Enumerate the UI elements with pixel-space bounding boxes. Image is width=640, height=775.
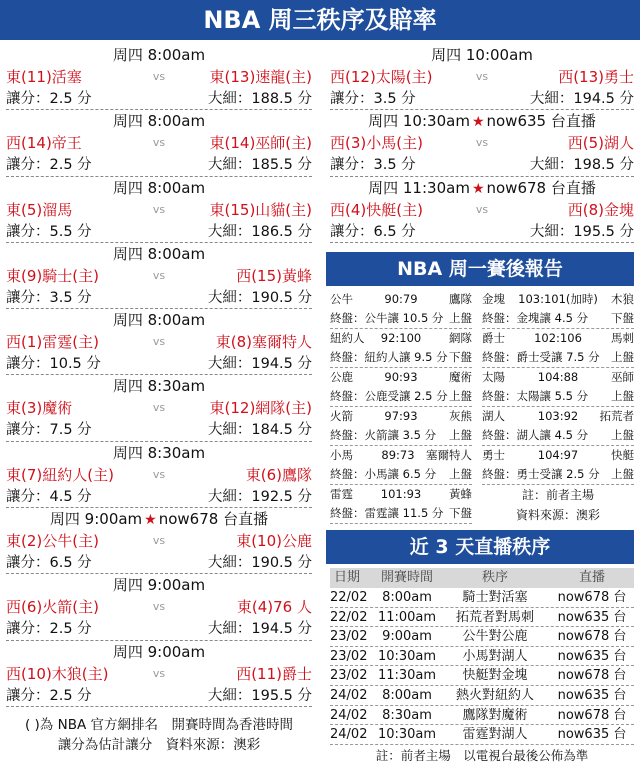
report-score-line [482,368,634,387]
live-cell: 8:30am [382,707,432,723]
vs-label: vs [152,534,166,548]
over-under: 大細：184.5 分 [207,422,312,439]
report-score-line [330,446,472,465]
report-result-line [482,426,634,445]
vs-label: vs [152,401,166,415]
report-result: 上盤 [449,467,472,481]
report-item [330,329,472,368]
live-table-row [330,666,634,686]
note-line: 讓分為估計讓分 資料來源：澳彩 [57,736,261,753]
report-team-home: 紐約人 [330,331,365,345]
vs-label: vs [152,70,166,83]
game-card [330,44,634,110]
live-table-row [330,686,634,706]
game-card [6,309,312,375]
game-time-text: 周四 8:30am [112,443,206,462]
game-odds [6,618,312,640]
team-home: 東(10)公鹿 [236,532,312,551]
live-cell: 23/02 [330,668,368,684]
report-result: 下盤 [449,506,472,520]
report-item [330,446,472,485]
game-time-text: 周四 8:00am [112,311,206,330]
live-table-row [330,627,634,647]
report-score-line [330,368,472,387]
report-closing-line: 終盤：金塊讓 4.5 分 [482,311,589,325]
game-time [330,110,634,132]
vs-label: vs [152,666,166,680]
live-header-cell: 秩序 [481,570,508,585]
over-under: 大細：186.5 分 [207,223,312,240]
report-item [482,368,634,407]
report-source: 資料來源：澳彩 [515,508,600,522]
report-result: 上盤 [611,428,634,442]
report-closing-line: 終盤：公牛讓 10.5 分 [330,311,444,325]
live-cell: 10:30am [377,727,437,743]
team-away: 西(12)太陽(主) [330,68,433,86]
report-team-home: 小馬 [330,448,353,462]
game-time [6,177,312,199]
live-section [330,568,634,767]
game-channel: now678 台直播 [158,510,269,529]
report-team-home: 金塊 [482,292,505,306]
report-score: 89:73 [381,448,415,462]
handicap: 讓分：5.5 分 [6,223,92,240]
right-schedule [330,44,634,243]
left-schedule [6,44,312,755]
report-score-line [330,329,472,348]
team-away: 東(3)魔術 [6,399,73,418]
over-under: 大細：194.5 分 [207,621,312,638]
live-table-header [330,568,634,588]
game-teams [330,66,634,88]
game-time [6,641,312,663]
report-team-home: 勇士 [482,448,505,462]
game-time [6,243,312,265]
over-under: 大細：198.5 分 [529,157,634,174]
live-star-icon: ★ [471,114,485,131]
live-cell: 24/02 [330,687,368,703]
handicap: 讓分：3.5 分 [6,289,92,306]
game-odds [6,154,312,176]
team-away: 西(6)火箭(主) [6,598,99,617]
schedule-note [6,715,312,755]
game-teams [6,663,312,685]
live-star-icon: ★ [144,512,157,529]
vs-label: vs [475,202,489,216]
live-header-cell: 日期 [334,570,361,585]
live-cell: 雷霆對湖人 [462,727,528,743]
vs-label: vs [152,202,166,216]
game-time [6,442,312,464]
team-home: 東(8)塞爾特人 [215,333,312,352]
game-teams [6,66,312,88]
game-time [330,44,634,66]
report-result: 下盤 [611,311,634,325]
live-note: 註：前者主場 以電視台最後公佈為準 [375,747,589,763]
game-teams [6,199,312,221]
game-time [6,375,312,397]
report-item [330,407,472,446]
team-away: 西(3)小馬(主) [330,134,423,153]
report-result: 上盤 [449,428,472,442]
report-score-line [330,290,472,309]
report-result: 上盤 [449,389,472,403]
live-table-row [330,706,634,726]
live-cell: 11:00am [377,609,437,625]
game-teams [6,530,312,552]
over-under: 大細：185.5 分 [207,157,312,174]
handicap: 讓分：6.5 分 [6,555,92,572]
game-time [6,44,312,66]
live-cell: 11:30am [377,668,437,684]
game-odds [6,486,312,508]
live-cell: 23/02 [330,629,368,645]
team-home: 西(5)湖人 [567,134,634,153]
handicap: 讓分：2.5 分 [6,687,92,704]
over-under: 大細：195.5 分 [207,687,312,704]
team-away: 東(5)溜馬 [6,200,73,219]
game-odds [6,552,312,574]
live-cell: 騎士對活塞 [462,590,528,605]
report-result-line [330,504,472,523]
game-teams [6,464,312,486]
report-score: 104:88 [537,370,579,384]
report-result-line [482,387,634,406]
report-team-away: 網隊 [449,331,472,345]
handicap: 讓分：3.5 分 [330,91,416,107]
team-away: 西(14)帝王 [6,134,82,153]
live-cell: now635 台 [557,648,627,664]
report-result-line [482,309,634,328]
game-odds [330,88,634,110]
game-teams [6,596,312,618]
live-cell: 小馬對湖人 [462,648,528,664]
report-score-line [482,407,634,426]
handicap: 讓分：2.5 分 [6,621,92,638]
report-closing-line: 終盤：火箭讓 3.5 分 [330,428,437,442]
team-home: 西(13)勇士 [558,68,634,86]
team-home: 東(13)速龍(主) [209,68,312,86]
live-cell: 鷹隊對魔術 [462,707,528,723]
live-title: 近 3 天直播秩序 [326,530,634,564]
report-column [482,290,634,525]
report-result-line [330,348,472,367]
game-channel: now678 台直播 [486,178,596,197]
game-card [6,177,312,243]
over-under: 大細：190.5 分 [207,555,312,572]
report-score: 102:106 [534,331,582,345]
game-odds [6,419,312,441]
game-time-text: 周四 11:30am [368,178,470,197]
report-item [482,290,634,329]
game-card [330,110,634,176]
live-cell: 10:30am [377,648,437,664]
game-time-text: 周四 9:00am [112,642,206,661]
handicap: 讓分：3.5 分 [330,157,416,174]
report-team-away: 拓荒者 [599,409,634,423]
over-under: 大細：192.5 分 [207,488,312,505]
game-time [330,177,634,199]
report-score: 103:92 [537,409,579,423]
live-cell: now678 台 [557,590,627,605]
game-teams [6,132,312,154]
team-home: 西(15)黃蜂 [236,266,312,285]
game-odds [6,88,312,110]
live-table-row [330,647,634,667]
game-odds [6,353,312,375]
game-time [6,574,312,596]
team-away: 西(10)木狼(主) [6,664,109,683]
team-away: 東(7)紐約人(主) [6,465,114,484]
report-result-line [330,426,472,445]
game-card [6,375,312,441]
team-home: 西(8)金塊 [567,200,634,219]
main-title: NBA 周三秩序及賠率 [0,0,640,40]
report-result-line [482,348,634,367]
report-result: 上盤 [611,350,634,364]
game-time-text: 周四 9:00am [112,576,206,595]
report-closing-line: 終盤：勇士受讓 2.5 分 [482,467,600,481]
report-score: 101:93 [380,487,422,501]
report-score: 90:79 [384,292,418,306]
live-cell: now678 台 [557,629,627,645]
report-score: 97:93 [384,409,418,423]
live-cell: now678 台 [557,668,627,684]
report-team-away: 灰熊 [449,409,472,423]
live-cell: 9:00am [382,629,432,645]
game-time-text: 周四 8:00am [112,112,206,131]
report-item [482,407,634,446]
team-home: 東(6)鷹隊 [245,465,312,484]
game-teams [6,397,312,419]
vs-label: vs [475,70,489,83]
game-teams [6,331,312,353]
game-odds [6,287,312,309]
team-away: 東(2)公牛(主) [6,532,99,551]
vs-label: vs [475,136,489,150]
report-score-line [482,290,634,309]
team-home: 東(4)76 人 [236,598,312,617]
live-cell: now635 台 [557,727,627,743]
handicap: 讓分：2.5 分 [6,91,92,107]
game-card [6,574,312,640]
report-team-home: 火箭 [330,409,353,423]
team-away: 西(1)雷霆(主) [6,333,99,352]
team-home: 東(14)巫師(主) [209,134,312,153]
live-header-cell: 開賽時間 [380,570,433,585]
vs-label: vs [152,467,166,481]
game-card [330,177,634,243]
game-card [6,508,312,574]
live-cell: now635 台 [557,609,627,625]
report-team-away: 魔術 [449,370,472,384]
report-score-line [482,329,634,348]
report-team-away: 馬刺 [611,331,634,345]
game-card [6,641,312,707]
live-header-cell: 直播 [578,570,605,585]
report-score-line [482,446,634,465]
report-result-line [330,387,472,406]
report-result: 下盤 [449,350,472,364]
handicap: 讓分：4.5 分 [6,488,92,505]
vs-label: vs [152,136,166,150]
report-team-away: 快艇 [611,448,634,462]
report-closing-line: 終盤：紐約人讓 9.5 分 [330,350,448,364]
report-result-line [482,465,634,484]
over-under: 大細：195.5 分 [529,223,634,240]
game-time-text: 周四 8:00am [112,244,206,263]
report-closing-line: 終盤：雷霆讓 11.5 分 [330,506,444,520]
report-result: 上盤 [449,311,472,325]
team-home: 東(15)山貓(主) [209,200,312,219]
report-team-home: 太陽 [482,370,505,384]
game-time-text: 周四 8:00am [112,46,206,64]
report-closing-line: 終盤：小馬讓 6.5 分 [330,467,437,481]
report-item [330,368,472,407]
report-result: 上盤 [611,467,634,481]
game-card [6,110,312,176]
report-team-home: 公牛 [330,292,353,306]
note-line: ( )為 NBA 官方網排名 開賽時間為香港時間 [24,716,293,733]
live-cell: 23/02 [330,648,368,664]
over-under: 大細：190.5 分 [207,289,312,306]
game-card [6,44,312,110]
game-time [6,110,312,132]
report-score: 90:93 [384,370,418,384]
live-cell: 22/02 [330,609,368,625]
report-team-home: 湖人 [482,409,505,423]
handicap: 讓分：2.5 分 [6,157,92,174]
team-home: 西(11)爵士 [236,664,312,683]
report-team-away: 鷹隊 [449,292,472,306]
report-score-line [330,407,472,426]
report-item [330,290,472,329]
live-cell: 公牛對公鹿 [462,629,528,645]
vs-label: vs [152,600,166,614]
game-time [6,309,312,331]
live-cell: now635 台 [557,687,627,703]
live-cell: 快艇對金塊 [462,668,528,684]
report-item [330,485,472,524]
report-item [482,446,634,485]
team-away: 東(9)騎士(主) [6,266,99,285]
live-cell: 熱火對紐約人 [455,687,534,703]
report-result: 上盤 [611,389,634,403]
game-teams [330,199,634,221]
live-cell: 24/02 [330,707,368,723]
report-score-line [330,485,472,504]
report-closing-line: 終盤：太陽讓 5.5 分 [482,389,589,403]
game-time-text: 周四 8:00am [112,178,206,197]
game-odds [6,221,312,243]
live-cell: 24/02 [330,727,368,743]
report-team-home: 公鹿 [330,370,353,384]
handicap: 讓分：10.5 分 [6,356,101,373]
report-team-away: 巫師 [611,370,634,384]
team-away: 東(11)活塞 [6,68,82,86]
live-table-row [330,588,634,608]
report-closing-line: 終盤：公鹿受讓 2.5 分 [330,389,448,403]
report-note: 註：前者主場 [521,488,594,502]
game-odds [330,154,634,176]
live-table-row [330,608,634,628]
report-column [330,290,472,524]
report-team-home: 爵士 [482,331,505,345]
report-team-away: 黃蜂 [449,487,472,501]
game-card [6,442,312,508]
team-home: 東(12)網隊(主) [209,399,312,418]
game-teams [330,132,634,154]
report-team-away: 塞爾特人 [426,448,472,462]
report-score: 103:101(加時) [518,292,598,306]
report-closing-line: 終盤：爵士受讓 7.5 分 [482,350,600,364]
game-time-text: 周四 8:30am [112,377,206,396]
game-time [6,508,312,530]
live-cell: 8:00am [382,590,432,605]
vs-label: vs [152,268,166,282]
report-closing-line: 終盤：湖人讓 4.5 分 [482,428,589,442]
handicap: 讓分：7.5 分 [6,422,92,439]
game-time-text: 周四 10:30am [368,112,470,131]
handicap: 讓分：6.5 分 [330,223,416,240]
over-under: 大細：188.5 分 [207,91,312,107]
report-team-away: 木狼 [611,292,634,306]
report-item [482,329,634,368]
over-under: 大細：194.5 分 [529,91,634,107]
live-table-row [330,725,634,745]
report-title: NBA 周一賽後報告 [326,252,634,286]
game-teams [6,265,312,287]
game-odds [6,685,312,707]
report-result-line [330,309,472,328]
report-score: 92:100 [380,331,422,345]
live-cell: now678 台 [557,707,627,723]
game-time-text: 周四 9:00am [49,510,143,529]
live-star-icon: ★ [471,180,485,197]
team-away: 西(4)快艇(主) [330,200,423,219]
game-channel: now635 台直播 [486,112,596,131]
game-card [6,243,312,309]
vs-label: vs [152,335,166,349]
over-under: 大細：194.5 分 [207,356,312,373]
live-cell: 22/02 [330,590,368,605]
report-score: 104:97 [537,448,579,462]
report-team-home: 雷霆 [330,487,353,501]
game-odds [330,221,634,243]
live-cell: 8:00am [382,687,432,703]
report-result-line [330,465,472,484]
live-cell: 拓荒者對馬刺 [455,609,534,625]
game-time-text: 周四 10:00am [431,46,533,64]
